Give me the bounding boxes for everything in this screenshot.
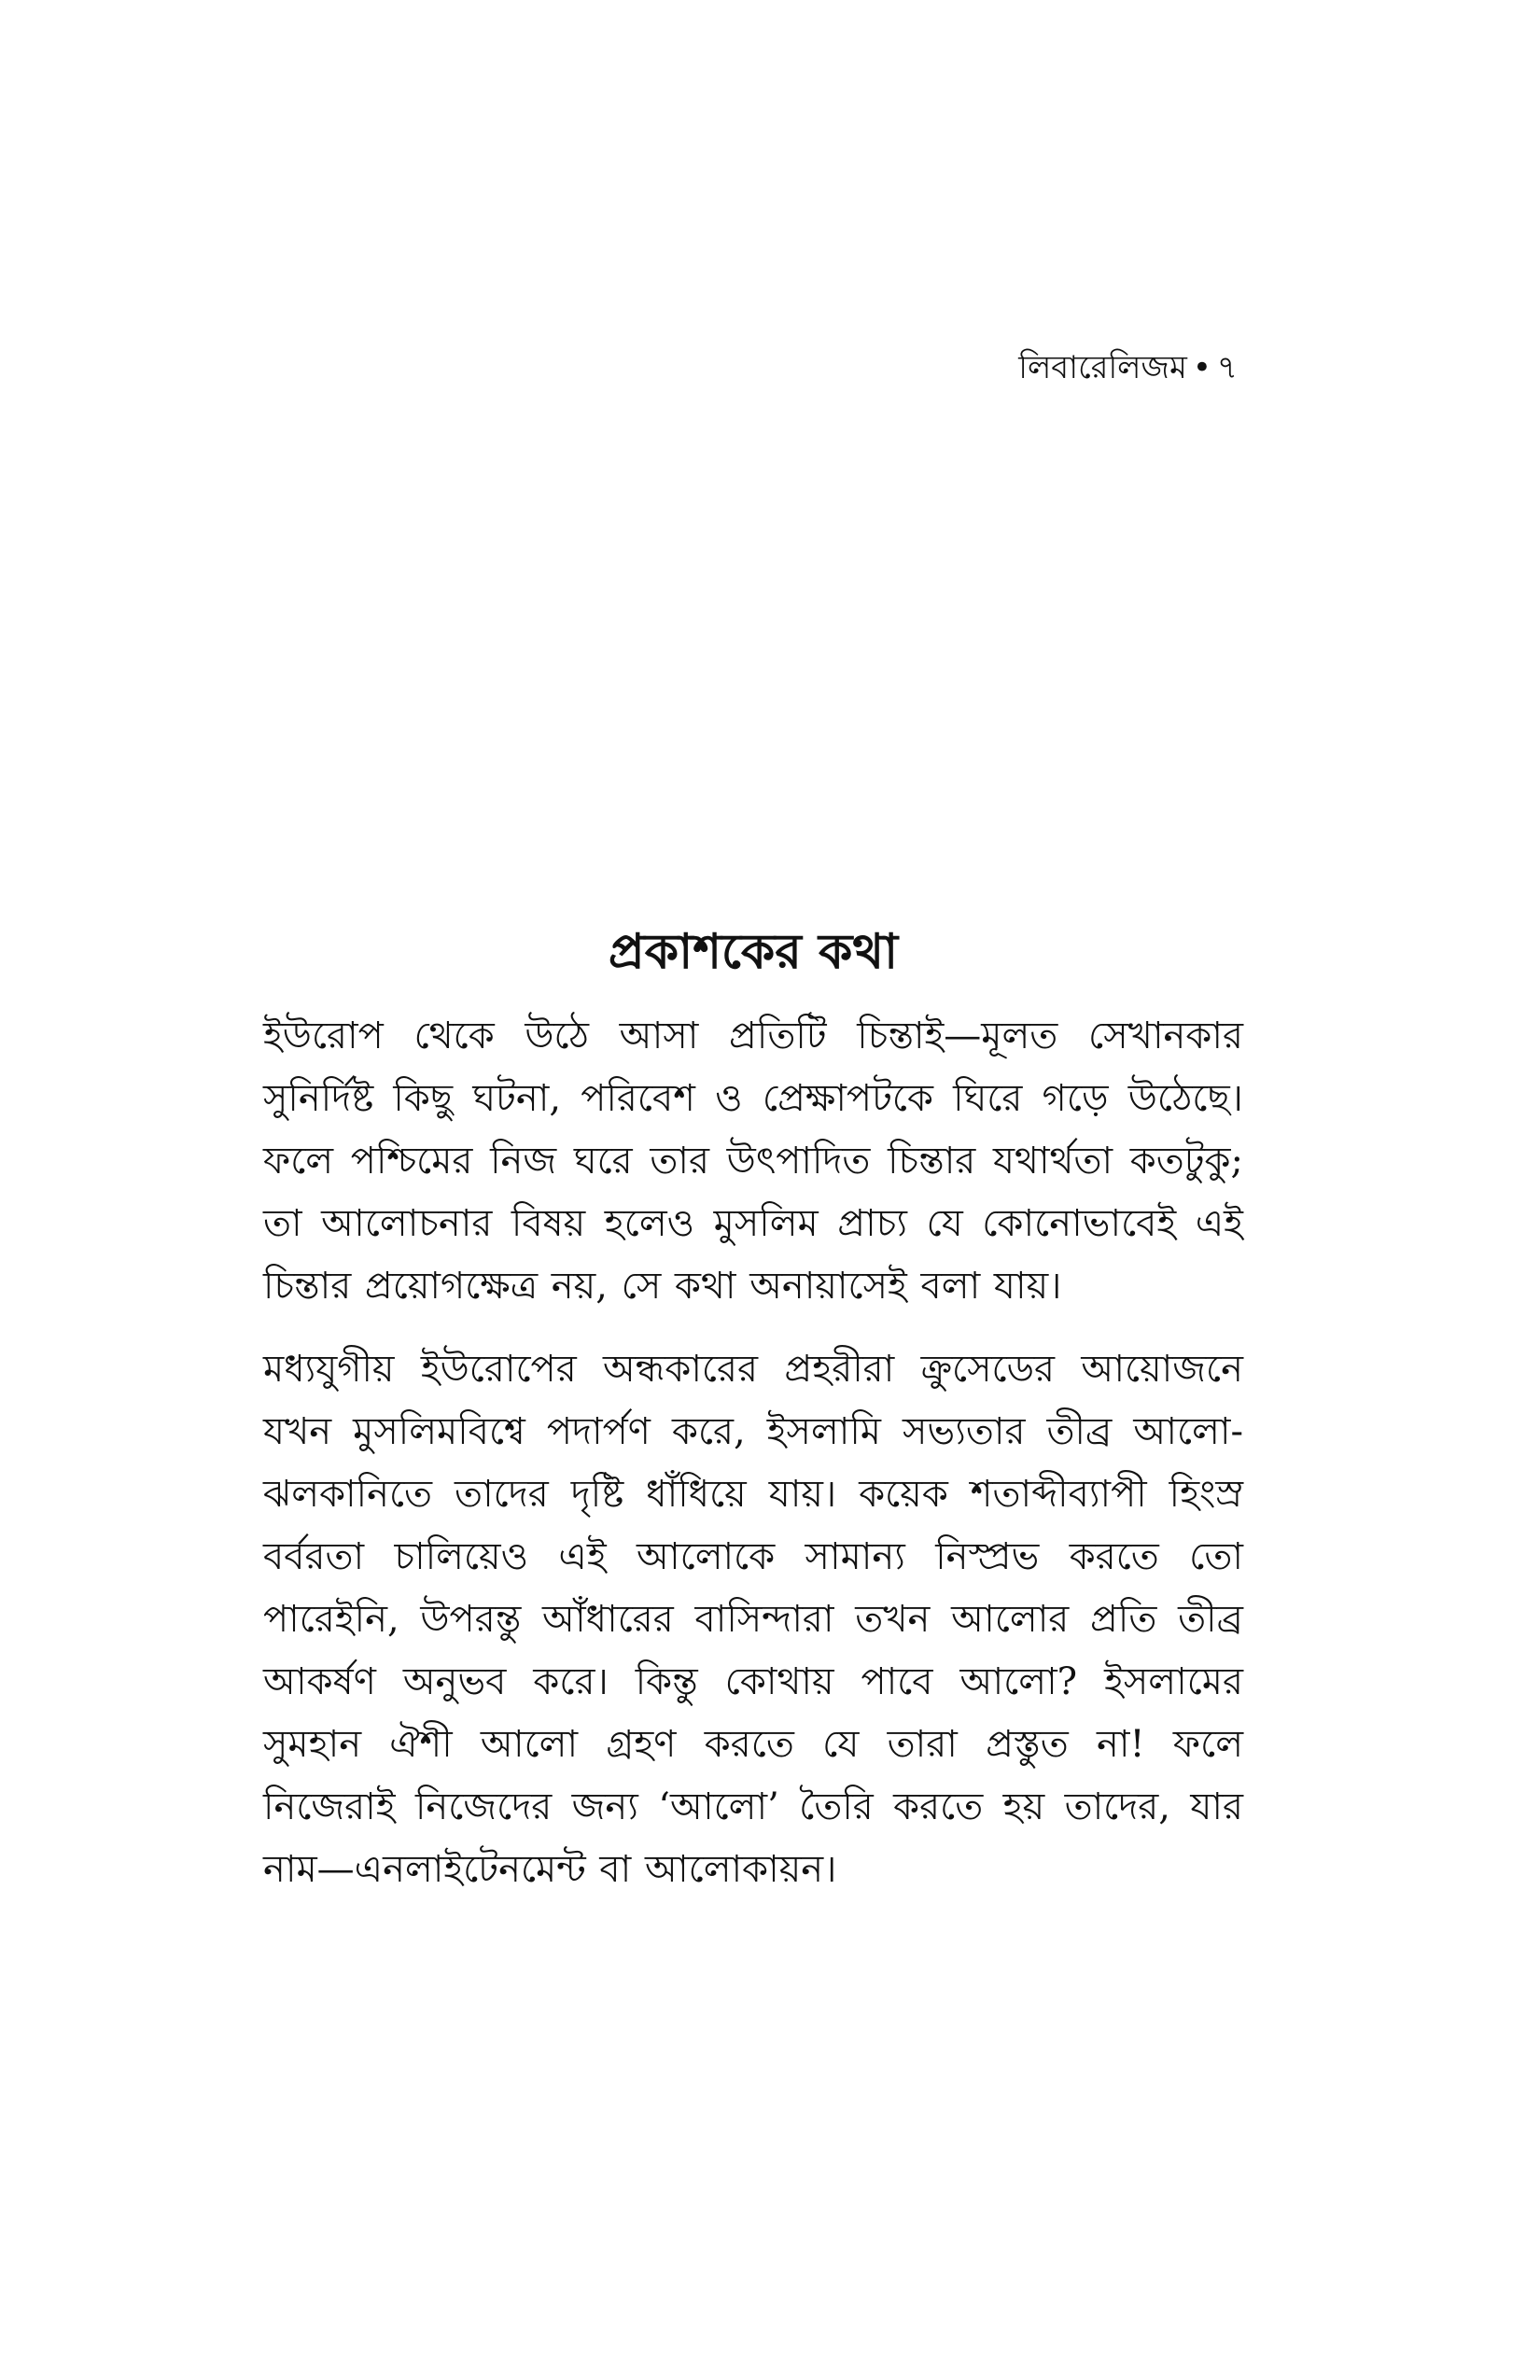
paragraph-2: মধ্যযুগীয় ইউরোপের অন্ধকারের প্রহরীরা ক্রুসেডের আয়োজনে যখন মুসলিমবিশ্বে পদার্পণ করে, ইসলামি সভ্যতার তীব্র আলো-ঝলকানিতে তাদের দৃষ্টি ধাঁধিয়ে যায়। কয়েক শতাব্দীব্যাপী হিংস্র বর্বরতা চালিয়েও এই আলোকে সামান্য নিস্প্রভ করতে তো পারেইনি, উপরন্তু আঁধারের বাসিন্দারা তখন আলোর প্রতি তীব্র আকর্ষণ অনুভব করে। কিন্তু কোথায় পাবে আলো? ইসলামের সুমহান ঐশী আলো গ্রহণ করতে যে তারা প্রস্তুত না! ফলে নিজেরাই নিজেদের জন্য ‘আলো’ তৈরি করতে হয় তাদের, যার নাম—এনলাইটেনমেন্ট বা আলোকায়ন। — [263, 1348, 1243, 1891]
section-body — [263, 919, 1243, 1922]
section-title: প্রকাশকের কথা — [608, 923, 899, 980]
page-number: ৭ — [1216, 349, 1238, 386]
running-header — [1018, 347, 1238, 388]
header-separator: • — [1192, 349, 1211, 386]
running-title: লিবারেলিজম — [1018, 349, 1187, 386]
paragraph-1: ইউরোপ থেকে উঠে আসা প্রতিটি চিন্তাই—মূলত সেখানকার সুনির্দিষ্ট কিছু ঘটনা, পরিবেশ ও প্রেক্ষাপটকে ঘিরে গড়ে উঠেছে। ফলে পশ্চিমের নিজ ঘরে তার উৎপাদিত চিন্তার যথার্থতা কতটুকু; তা আলোচনার বিষয় হলেও মুসলিম প্রাচ্য যে কোনোভাবেই এই চিন্তার প্রয়োগক্ষেত্র নয়, সে কথা অনায়াসেই বলা যায়। — [263, 1015, 1243, 1308]
